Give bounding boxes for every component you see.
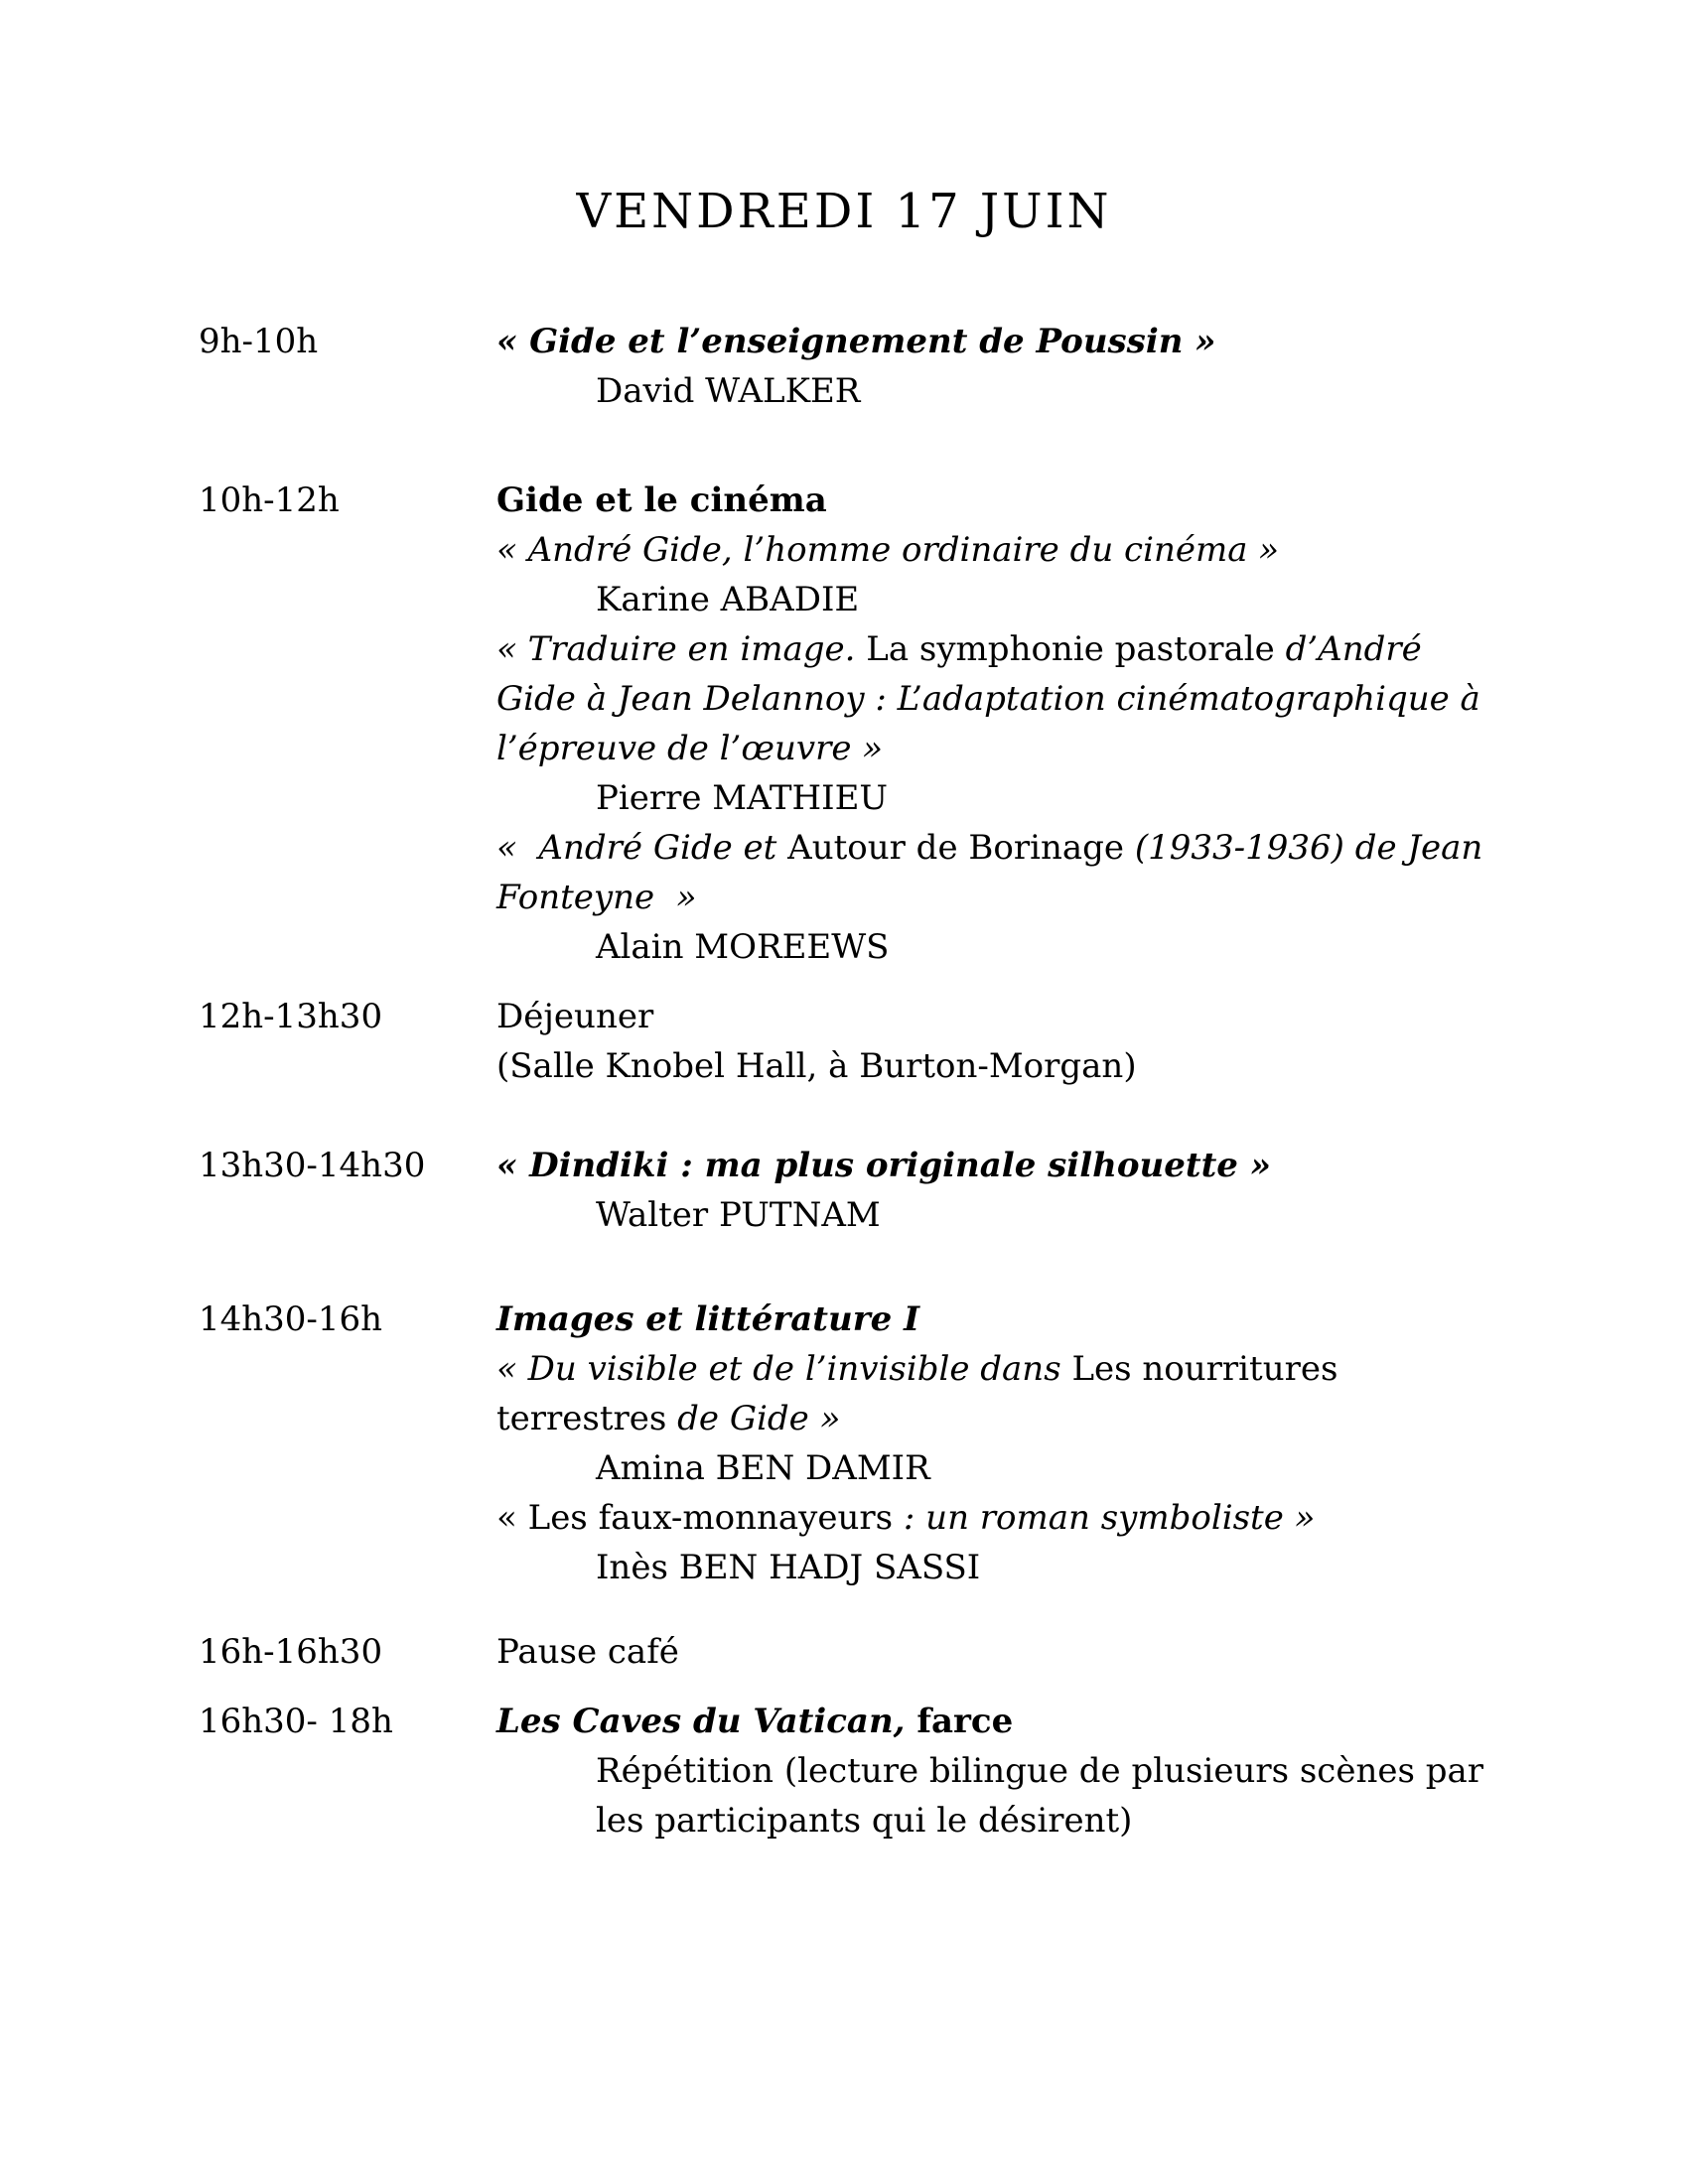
session-time: 13h30-14h30 <box>199 1146 426 1185</box>
session-content <box>496 1627 1489 1677</box>
paper-title-run: « Les faux-monnayeurs <box>496 1498 904 1538</box>
session-content <box>496 1697 1494 1845</box>
session-content <box>496 1141 1489 1240</box>
paper-title <box>496 624 1489 773</box>
session-heading <box>496 476 1489 525</box>
session-content <box>496 992 1489 1091</box>
speaker-name: Walter PUTNAM <box>596 1195 881 1235</box>
paper-title-run: « Traduire en image. <box>496 629 856 669</box>
session-time: 16h-16h30 <box>199 1632 383 1672</box>
session-heading <box>496 1295 1489 1344</box>
paper-title <box>496 823 1494 922</box>
page-title: VENDREDI 17 JUIN <box>576 184 1112 239</box>
schedule-row-9h-10h <box>199 317 1489 416</box>
session-line: Pause café <box>496 1632 679 1672</box>
paper-title-run: d’André Gide à Jean Delannoy : L’adaptation cinématographique à l’épreuve de l’œuvre » <box>496 629 1491 768</box>
schedule-row-16h-16h30 <box>199 1627 1489 1677</box>
session-line: (Salle Knobel Hall, à Burton-Morgan) <box>496 1046 1137 1086</box>
paper-title-run: (1933-1936) de Jean Fonteyne » <box>496 828 1494 917</box>
paper-title-run: « Dindiki : ma plus originale silhouette » <box>496 1146 1272 1185</box>
schedule-row-16h30-18h <box>199 1697 1494 1845</box>
session-content <box>496 317 1489 416</box>
paper-title-run: « Gide et l’enseignement de Poussin » <box>496 322 1216 361</box>
session-line: Déjeuner <box>496 997 654 1036</box>
paper-title <box>496 525 1489 575</box>
speaker-name: Alain MOREEWS <box>596 927 890 967</box>
paper-title <box>496 1141 1489 1190</box>
session-content <box>496 1295 1489 1592</box>
paper-title <box>496 1344 1489 1443</box>
paper-title-run: : un roman symboliste » <box>903 1498 1316 1538</box>
speaker-name: Inès BEN HADJ SASSI <box>596 1548 981 1587</box>
paper-title-run: « André Gide et <box>496 828 788 868</box>
session-heading-run: farce <box>905 1702 1014 1741</box>
paper-title-run: Autour de Borinage <box>787 828 1135 868</box>
paper-title-run: Les nourritures terrestres <box>496 1349 1349 1438</box>
schedule-row-10h-12h <box>199 476 1494 972</box>
speaker-name: David WALKER <box>596 371 861 411</box>
paper-title-run: « André Gide, l’homme ordinaire du cinéma » <box>496 530 1280 570</box>
session-time: 16h30- 18h <box>199 1702 393 1741</box>
session-heading <box>496 1697 1489 1746</box>
speaker-name: Karine ABADIE <box>596 580 860 619</box>
session-note: Répétition (lecture bilingue de plusieurs scènes par les participants qui le désirent) <box>596 1751 1494 1841</box>
schedule-row-12h-13h30 <box>199 992 1489 1091</box>
schedule-row-14h30-16h <box>199 1295 1489 1592</box>
session-heading-text: Gide et le cinéma <box>496 480 827 520</box>
session-heading-text: Images et littérature I <box>496 1299 919 1339</box>
session-time: 10h-12h <box>199 480 340 520</box>
paper-title-run: de Gide » <box>677 1399 841 1438</box>
paper-title-run: « Du visible et de l’invisible dans <box>496 1349 1072 1389</box>
session-heading-run: Les Caves du Vatican, <box>496 1702 906 1741</box>
paper-title <box>496 317 1489 366</box>
paper-title <box>496 1493 1489 1543</box>
schedule-row-13h30-14h30 <box>199 1141 1489 1240</box>
speaker-name: Amina BEN DAMIR <box>596 1448 930 1488</box>
session-time: 12h-13h30 <box>199 997 383 1036</box>
session-time: 14h30-16h <box>199 1299 383 1339</box>
speaker-name: Pierre MATHIEU <box>596 778 889 818</box>
session-time: 9h-10h <box>199 322 319 361</box>
paper-title-run: La symphonie pastorale <box>855 629 1286 669</box>
session-content <box>496 476 1494 972</box>
